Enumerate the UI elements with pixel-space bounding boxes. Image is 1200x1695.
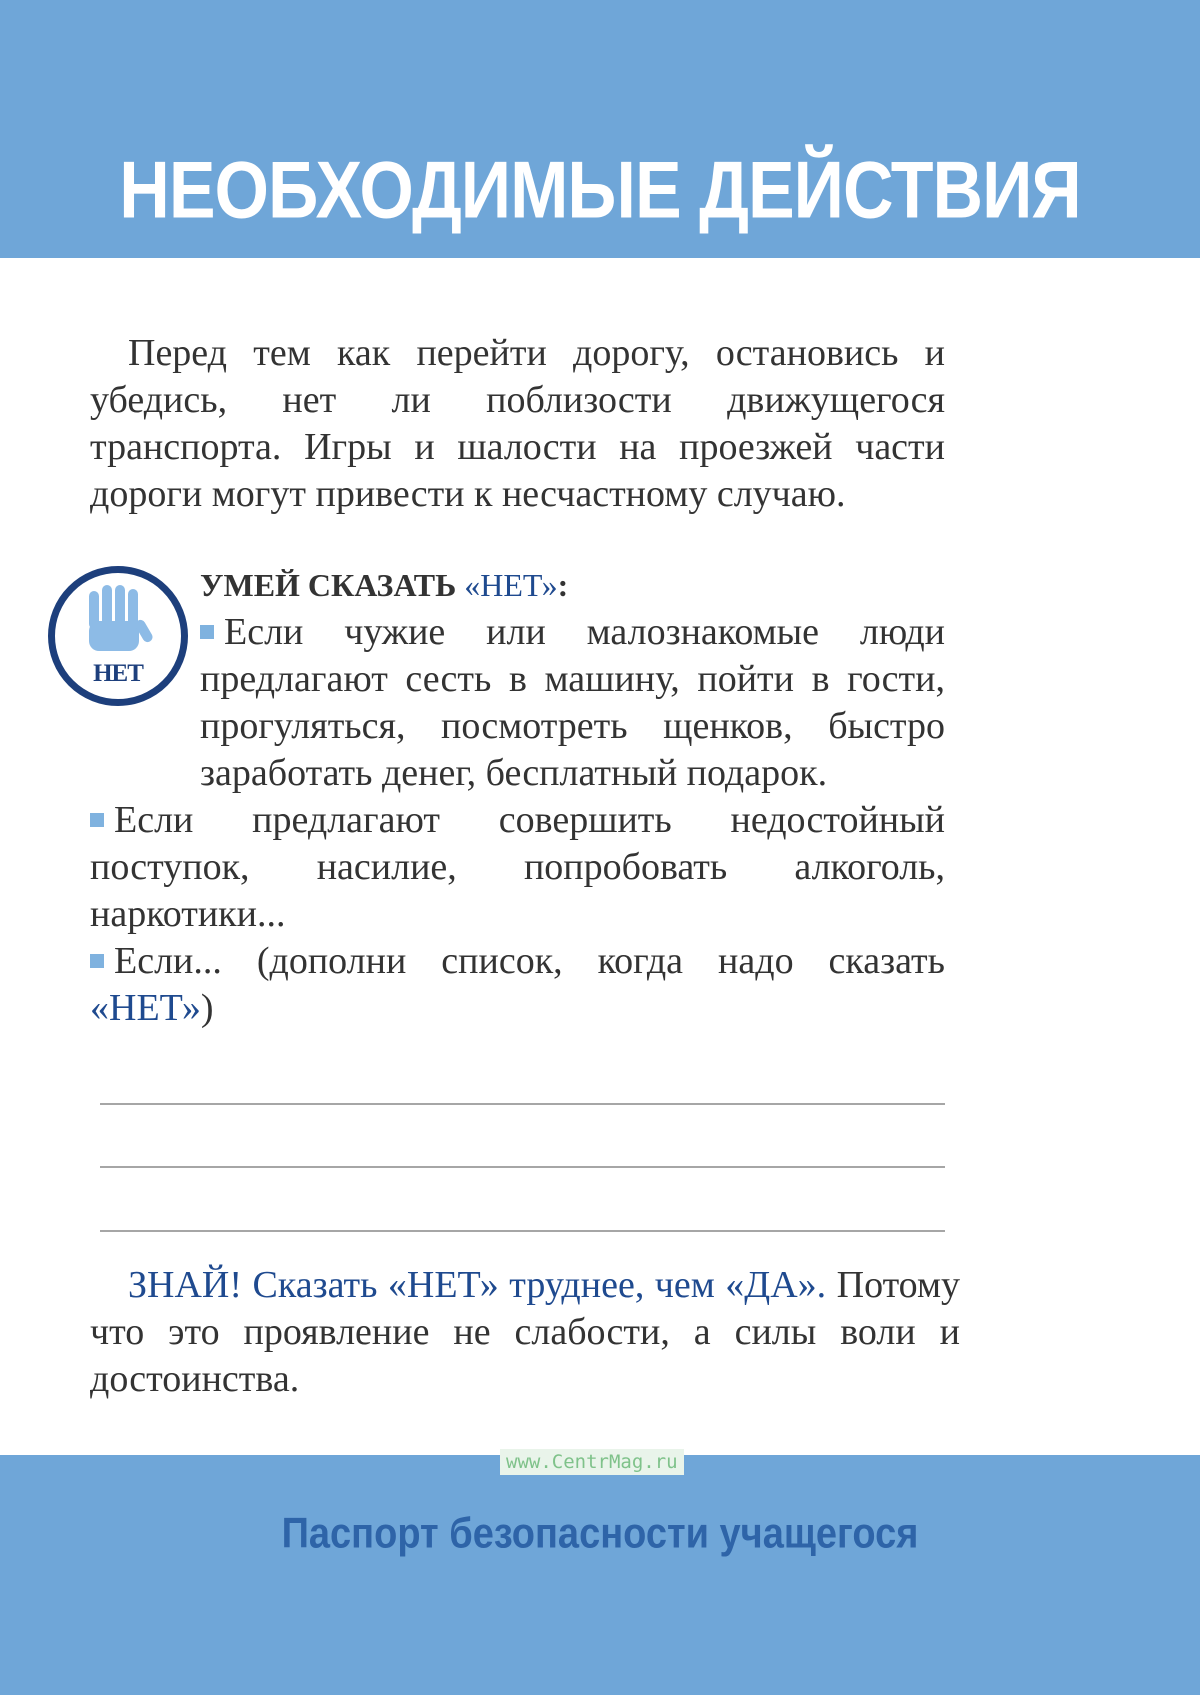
footer-title: Паспорт безопасности учащегося xyxy=(281,1510,919,1558)
answer-line[interactable] xyxy=(100,1103,945,1105)
heading-word: «НЕТ» xyxy=(464,567,558,603)
list-item-highlight: «НЕТ» xyxy=(90,987,201,1029)
say-no-section xyxy=(90,562,945,1032)
know-paragraph xyxy=(90,1262,960,1403)
heading-prefix: УМЕЙ СКАЗАТЬ xyxy=(200,567,465,603)
footer-band xyxy=(0,1455,1200,1695)
answer-line[interactable] xyxy=(100,1166,945,1168)
bullet-square-icon xyxy=(90,813,104,827)
answer-line[interactable] xyxy=(100,1230,945,1232)
intro-paragraph: Перед тем как перейти дорогу, остановись и убедись, нет ли поблизости движущегося транспорта. Игры и шалости на проезжей части дороги могут привести к несчастному случаю. xyxy=(90,332,945,515)
watermark: www.CentrMag.ru xyxy=(500,1449,684,1475)
bullet-square-icon xyxy=(200,625,214,639)
say-no-heading xyxy=(90,562,945,609)
list-item-text: Если чужие или малознакомые люди предлагают сесть в машину, пойти в гости, прогуляться, посмотреть щенков, быстро заработать денег, бесплатный подарок. xyxy=(200,611,945,794)
list-item xyxy=(90,797,945,938)
page-title: НЕОБХОДИМЫЕ ДЕЙСТВИЯ xyxy=(119,145,1081,235)
list-item xyxy=(90,609,945,797)
list-item-text: Если... (дополни список, когда надо сказать xyxy=(114,940,945,982)
bullet-square-icon xyxy=(90,954,104,968)
know-label: ЗНАЙ! Сказать «НЕТ» труднее, чем «ДА». xyxy=(128,1264,827,1306)
badge-label: НЕТ xyxy=(93,660,143,687)
know-text: Потому что это проявление не слабости, а силы воли и достоинства. xyxy=(90,1264,960,1400)
heading-suffix: : xyxy=(557,567,569,603)
list-item xyxy=(90,938,945,1032)
list-item-text: Если предлагают совершить недостойный поступок, насилие, попробовать алкоголь, наркотики... xyxy=(90,799,945,935)
list-item-suffix: ) xyxy=(200,987,214,1029)
